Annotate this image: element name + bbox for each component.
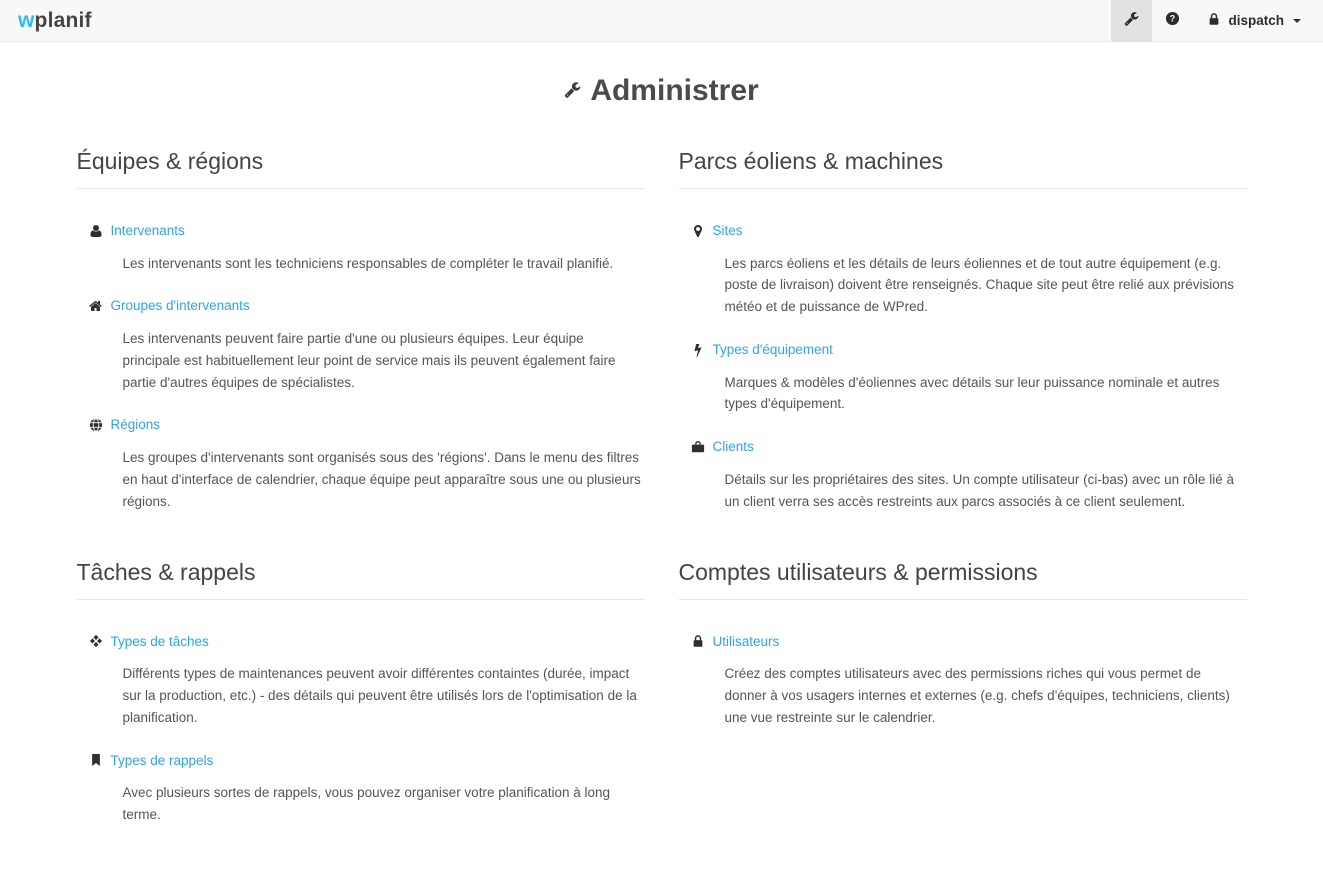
question-circle-icon [1165,11,1180,31]
item-description: Détails sur les propriétaires des sites. Un compte utilisateur (ci-bas) avec un rôle lié à un client verra ses accès restreints aux parcs associés à ce client seulement. [724,471,1234,509]
list-item [77,634,645,729]
section-title: Tâches & rappels [77,559,645,600]
brand-logo[interactable] [18,9,92,33]
bookmark-icon [89,753,103,767]
sections-grid [77,126,1247,850]
briefcase-icon [691,440,705,454]
section-comptes-utilisateurs-permissions [679,537,1247,850]
caret-down-icon [1293,19,1301,23]
wrench-icon [1124,11,1139,31]
home-icon [89,299,103,313]
link-label: Clients [712,439,754,455]
item-description: Avec plusieurs sortes de rappels, vous pouvez organiser votre planification à long terme. [122,785,611,822]
page-title [77,74,1247,108]
list-item [77,298,645,393]
item-description: Marques & modèles d'éoliennes avec détails sur leur puissance nominale et autres types d'équipement. [724,374,1220,412]
list-item [679,439,1247,512]
link-label: Régions [110,417,161,433]
link-types-de-taches[interactable] [89,634,209,649]
bolt-icon [691,343,705,357]
link-label: Types de rappels [110,752,214,768]
link-label: Sites [712,223,743,238]
brand-prefix: w [18,8,35,32]
link-label: Groupes d'intervenants [110,298,250,314]
item-description: Différents types de maintenances peuvent avoir différentes containtes (durée, impact sur la production, etc.) - des détails qui peuvent être utilisés lors de l'optimisation de la planification. [122,666,637,725]
help-button[interactable] [1152,0,1193,42]
admin-wrench-button[interactable] [1111,0,1152,42]
list-item [77,223,645,274]
list-item [77,417,645,512]
link-regions[interactable] [89,417,161,432]
item-description: Les parcs éoliens et les détails de leurs éoliennes et de tout autre équipement (e.g. poste de livraison) doivent être renseignés. Chaque site peut être relié aux prévisions météo et de puissance de WPred. [724,255,1235,315]
diamond-tasks-icon [89,634,103,648]
page-title-text: Administrer [590,74,759,107]
item-description: Les intervenants peuvent faire partie d'une ou plusieurs équipes. Leur équipe principale est habituellement leur point de service mais ils peuvent également faire partie d'autres équipes de spécialistes. [122,330,616,390]
list-item [679,342,1247,415]
link-label: Types de tâches [110,633,209,649]
admin-page [62,74,1262,890]
link-sites[interactable] [691,223,743,238]
user-menu-dropdown[interactable] [1193,0,1323,42]
section-taches-rappels [77,537,645,850]
lock-icon [1207,12,1221,29]
link-label: Types d'équipement [712,342,833,358]
section-equipes-regions [77,126,645,537]
link-label: Utilisateurs [712,633,780,649]
link-clients[interactable] [691,439,754,454]
user-menu-label: dispatch [1228,13,1284,28]
list-item [77,753,645,826]
globe-icon [89,418,103,432]
link-intervenants[interactable] [89,223,185,238]
link-label: Intervenants [110,223,185,238]
map-marker-icon [691,224,705,238]
section-parcs-eoliens-machines [679,126,1247,537]
top-navbar [0,0,1323,42]
lock-icon [691,634,705,648]
section-title: Parcs éoliens & machines [679,148,1247,189]
brand-rest: planif [34,8,92,32]
item-description: Créez des comptes utilisateurs avec des permissions riches qui vous permet de donner à vos usagers internes et externes (e.g. chefs d'équipes, techniciens, clients) une vue restreinte sur le calendrier. [724,666,1230,725]
list-item [679,634,1247,729]
link-groupes-intervenants[interactable] [89,298,250,313]
section-title: Équipes & régions [77,148,645,189]
item-description: Les intervenants sont les techniciens responsables de compléter le travail planifié. [122,255,614,271]
link-utilisateurs[interactable] [691,634,780,649]
link-types-equipement[interactable] [691,342,833,357]
wrench-icon [564,72,581,89]
user-icon [89,224,103,238]
navbar-actions [1111,0,1323,42]
link-types-de-rappels[interactable] [89,753,214,768]
section-title: Comptes utilisateurs & permissions [679,559,1247,600]
list-item [679,223,1247,318]
item-description: Les groupes d'intervenants sont organisés sous des 'régions'. Dans le menu des filtres en haut d'interface de calendrier, chaque équipe peut apparaître sous une ou plusieurs régions. [122,449,641,509]
